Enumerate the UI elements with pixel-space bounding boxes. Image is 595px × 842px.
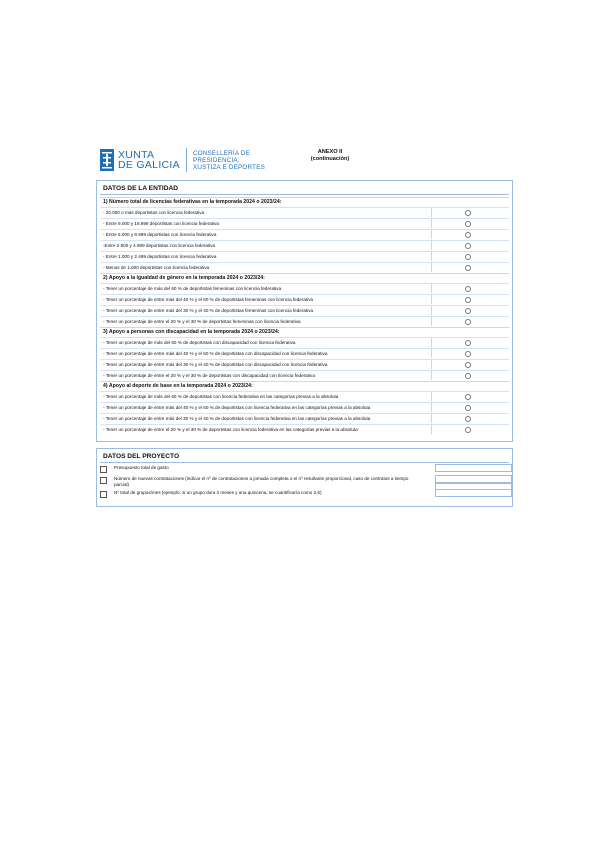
option-radio[interactable]	[465, 265, 471, 271]
entity-section-title: DATOS DE LA ENTIDAD	[103, 185, 178, 192]
groups-input[interactable]	[435, 489, 512, 497]
xunta-line2: DE GALICIA	[118, 159, 180, 171]
option-row	[100, 305, 509, 315]
annex-subtitle: (continuación)	[310, 156, 350, 162]
option-label: - Tener un porcentaje de entre el 20 % y el 30 % de deportistas con discapacidad con licencia federativa	[103, 373, 315, 378]
option-row	[100, 251, 509, 261]
option-row	[100, 316, 509, 326]
option-row	[100, 359, 509, 369]
xunta-logo	[100, 148, 265, 172]
hires-checkbox[interactable]	[100, 477, 107, 484]
dept-line2: PRESIDENCIA,	[192, 156, 240, 164]
option-label: - 20.000 o más deportistas con licencia federativa	[103, 210, 205, 215]
option-label: - Tener un porcentaje de entre más del 40 % y el 60 % de deportistas femeninas con licencia federativa	[103, 297, 314, 302]
option-label: - Tener un porcentaje de más del 60 % de deportistas con licencia federativa en las categorías previas a la absoluta	[103, 394, 339, 399]
department-name	[193, 150, 265, 171]
option-cell	[431, 337, 513, 347]
option-radio[interactable]	[465, 319, 471, 325]
option-row	[100, 370, 509, 380]
option-label: - Tener un porcentaje de más del 60 % de deportistas femeninas con licencia federativa	[103, 286, 282, 291]
option-cell	[431, 229, 513, 239]
dept-line1: CONSELLERÍA DE	[192, 149, 250, 157]
section-heading-4: 4) Apoyo al deporte de base en la temporada 2024 o 2023/24:	[100, 381, 509, 390]
annex-title: ANEXO II	[317, 149, 343, 155]
option-label: - Tener un porcentaje de entre el 20 % y el 30 % de deportistas femeninas con licencia federativa	[103, 319, 301, 324]
xunta-wordmark	[118, 150, 180, 170]
option-row	[100, 337, 509, 347]
option-label: - Tener un porcentaje de entre el 20 % y el 30 % de deportistas con licencia federativa en las categorías previas a la absoluta	[103, 427, 358, 432]
option-radio[interactable]	[465, 286, 471, 292]
option-radio[interactable]	[465, 416, 471, 422]
section-heading-2: 2) Apoyo a la igualdad de género en la temporada 2024 o 2023/24:	[100, 273, 509, 282]
option-cell	[431, 207, 513, 217]
option-radio[interactable]	[465, 243, 471, 249]
option-label: - Entre 1.000 y 2.499 deportistas con licencia federativa	[103, 254, 217, 259]
title-divider	[100, 194, 509, 195]
option-cell	[431, 294, 513, 304]
option-radio[interactable]	[465, 210, 471, 216]
option-cell	[431, 251, 513, 261]
option-radio[interactable]	[465, 427, 471, 433]
budget-label: Presupuesto total de gasto	[114, 465, 169, 470]
option-radio[interactable]	[465, 405, 471, 411]
galicia-emblem-icon	[100, 149, 114, 171]
option-cell	[431, 316, 513, 326]
option-radio[interactable]	[465, 351, 471, 357]
option-radio[interactable]	[465, 362, 471, 368]
option-cell	[431, 391, 513, 401]
entity-data-section	[96, 180, 513, 442]
option-cell	[431, 348, 513, 358]
project-section-title: DATOS DEL PROYECTO	[103, 453, 180, 460]
budget-input[interactable]	[435, 464, 512, 472]
logo-separator	[186, 148, 187, 172]
option-label: - Tener un porcentaje de más del 60 % de deportistas con discapacidad con licencia federativa	[103, 340, 296, 345]
option-cell	[431, 424, 513, 434]
option-row	[100, 262, 509, 272]
option-label: - Tener un porcentaje de entre más del 30 % y el 40 % de deportistas con licencia federativa en las categorías previas a la absoluta	[103, 416, 371, 421]
option-cell	[431, 402, 513, 412]
option-row	[100, 391, 509, 401]
option-radio[interactable]	[465, 297, 471, 303]
option-row	[100, 294, 509, 304]
title-divider	[100, 462, 509, 463]
option-label: - Tener un porcentaje de entre más del 30 % y el 40 % de deportistas con discapacidad con licencia federativa	[103, 362, 328, 367]
option-label: -Entre 2.500 y 4.999 deportistas con licencia federativa	[103, 243, 216, 248]
option-cell	[431, 359, 513, 369]
option-cell	[431, 262, 513, 272]
option-row	[100, 283, 509, 293]
option-row	[100, 218, 509, 228]
annex-heading	[300, 149, 360, 163]
option-label: - Tener un porcentaje de entre más del 40 % y el 60 % de deportistas con licencia federativa en las categorías previas a la absoluta	[103, 405, 371, 410]
groups-checkbox[interactable]	[100, 491, 107, 498]
option-row	[100, 240, 509, 250]
option-row	[100, 207, 509, 217]
option-label: - Entre 5.000 y 8.999 deportistas con licencia federativa	[103, 232, 217, 237]
option-row	[100, 402, 509, 412]
option-radio[interactable]	[465, 232, 471, 238]
section-heading-3: 3) Apoyo a personas con discapacidad en la temporada 2024 o 2023/24:	[100, 327, 509, 336]
option-radio[interactable]	[465, 308, 471, 314]
option-row	[100, 229, 509, 239]
option-radio[interactable]	[465, 340, 471, 346]
option-label: - Menos de 1.000 deportistas con licencia federativa	[103, 265, 210, 270]
hires-input[interactable]	[435, 475, 512, 483]
option-cell	[431, 218, 513, 228]
option-radio[interactable]	[465, 221, 471, 227]
option-cell	[431, 283, 513, 293]
option-label: - Tener un porcentaje de entre más del 40 % y el 60 % de deportistas con discapacidad con licencia federativa	[103, 351, 328, 356]
xunta-line1: XUNTA	[118, 149, 155, 161]
dept-line3: XUSTIZA E DEPORTES	[192, 163, 266, 171]
option-label: - Tener un porcentaje de entre más del 30 % y el 40 % de deportistas femeninas con licencia federativa	[103, 308, 314, 313]
option-radio[interactable]	[465, 254, 471, 260]
option-cell	[431, 240, 513, 250]
option-row	[100, 413, 509, 423]
option-radio[interactable]	[465, 373, 471, 379]
option-radio[interactable]	[465, 394, 471, 400]
option-row	[100, 348, 509, 358]
option-cell	[431, 305, 513, 315]
option-label: - Entre 9.000 y 19.999 deportistas con licencia federativa	[103, 221, 219, 226]
groups-label: Nº total de grupos/mes (ejemplo: si un grupo dura 2 meses y una quincena, se cuantificaría como 2,5)	[114, 490, 322, 495]
option-row	[100, 424, 509, 434]
section-heading-1: 1) Número total de licencias federativas en la temporada 2024 o 2023/24:	[100, 197, 509, 206]
budget-checkbox[interactable]	[100, 466, 107, 473]
option-cell	[431, 370, 513, 380]
hires-label: Número de nuevas contrataciones (indicar el nº de contrataciones a jornada completa o el nº resultante proporcional, caso de contratos a tiempo parcial)	[114, 476, 409, 487]
project-data-section	[96, 448, 513, 507]
option-cell	[431, 413, 513, 423]
